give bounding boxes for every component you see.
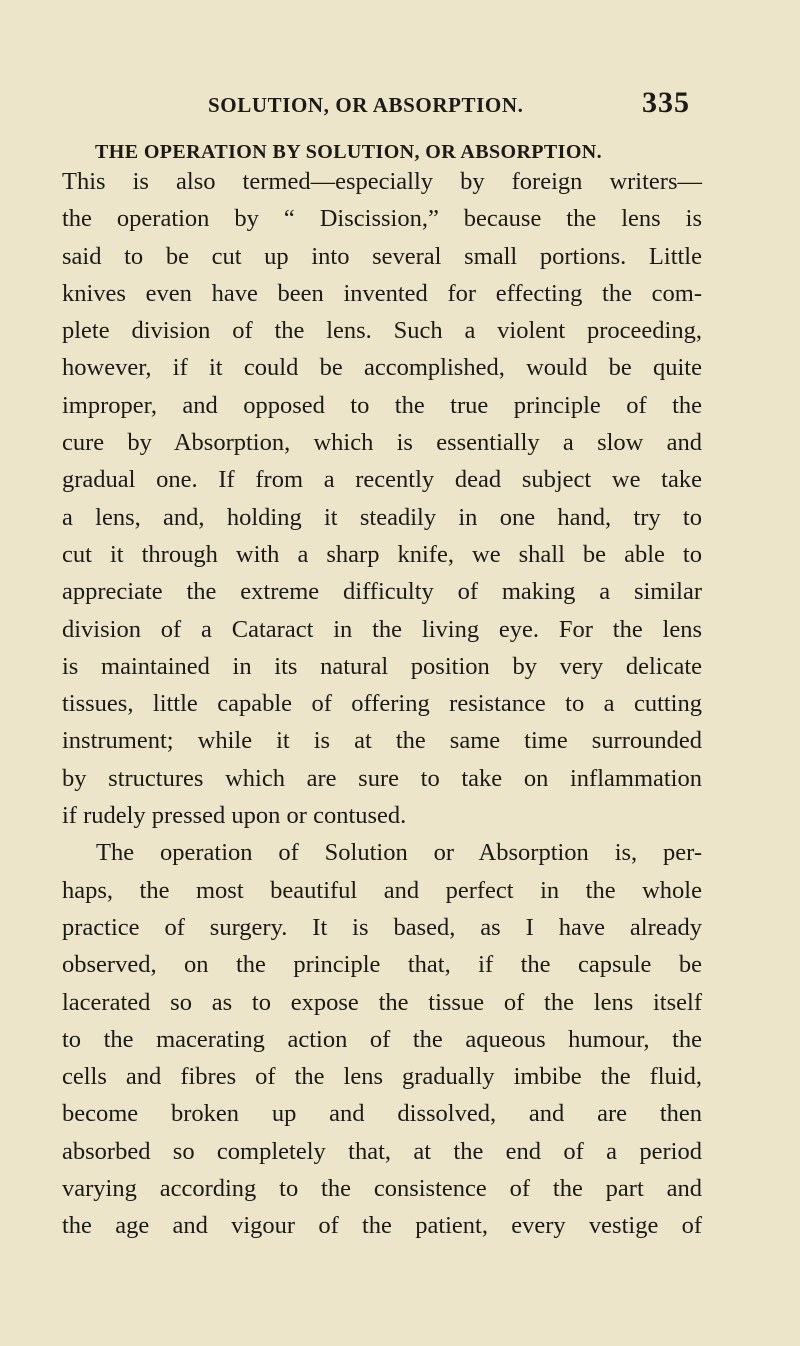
text-line: cells and fibres of the lens gradually imbibe the fluid, [62,1063,702,1091]
page-number: 335 [642,86,690,119]
text-line: cure by Absorption, which is essentially a slow and [62,429,702,457]
text-line: practice of surgery. It is based, as I have already [62,913,702,941]
text-line: gradual one. If from a recently dead subject we take [62,466,702,494]
section-heading: THE OPERATION BY SOLUTION, OR ABSORPTION. [95,141,603,163]
text-line: lacerated so as to expose the tissue of the lens itself [62,988,702,1016]
text-line: plete division of the lens. Such a violent proceeding, [62,317,702,345]
text-line: knives even have been invented for effecting the com- [62,279,702,307]
text-line: the age and vigour of the patient, every vestige of [62,1212,702,1240]
text-line: instrument; while it is at the same time surrounded [62,727,702,755]
text-line: the operation by “ Discission,” because the lens is [62,205,702,233]
text-line: is maintained in its natural position by very delicate [62,652,702,680]
text-line: appreciate the extreme difficulty of making a similar [62,578,702,606]
text-line: to the macerating action of the aqueous humour, the [62,1025,702,1053]
running-header [208,86,690,126]
text-line: division of a Cataract in the living eye. For the lens [62,615,702,643]
body-text [62,163,702,1245]
text-line: improper, and opposed to the true principle of the [62,391,702,419]
text-line: however, if it could be accomplished, would be quite [62,354,702,382]
text-line: observed, on the principle that, if the capsule be [62,951,702,979]
text-line: This is also termed—especially by foreign writers— [62,168,702,195]
text-line: said to be cut up into several small portions. Little [62,242,702,270]
text-line: varying according to the consistence of the part and [62,1175,702,1203]
running-title: SOLUTION, OR ABSORPTION. [208,93,524,117]
text-line: absorbed so completely that, at the end of a period [62,1137,702,1165]
text-line: haps, the most beautiful and perfect in the whole [62,876,702,904]
text-line: cut it through with a sharp knife, we shall be able to [62,540,702,568]
text-line: become broken up and dissolved, and are then [62,1100,702,1128]
text-line: a lens, and, holding it steadily in one hand, try to [62,503,702,531]
text-line-paragraph-end: if rudely pressed upon or contused. [62,802,407,830]
text-line: tissues, little capable of offering resistance to a cutting [62,690,702,718]
text-line: by structures which are sure to take on inflammation [62,764,702,792]
text-line-paragraph-start: The operation of Solution or Absorption is, per- [96,839,702,867]
